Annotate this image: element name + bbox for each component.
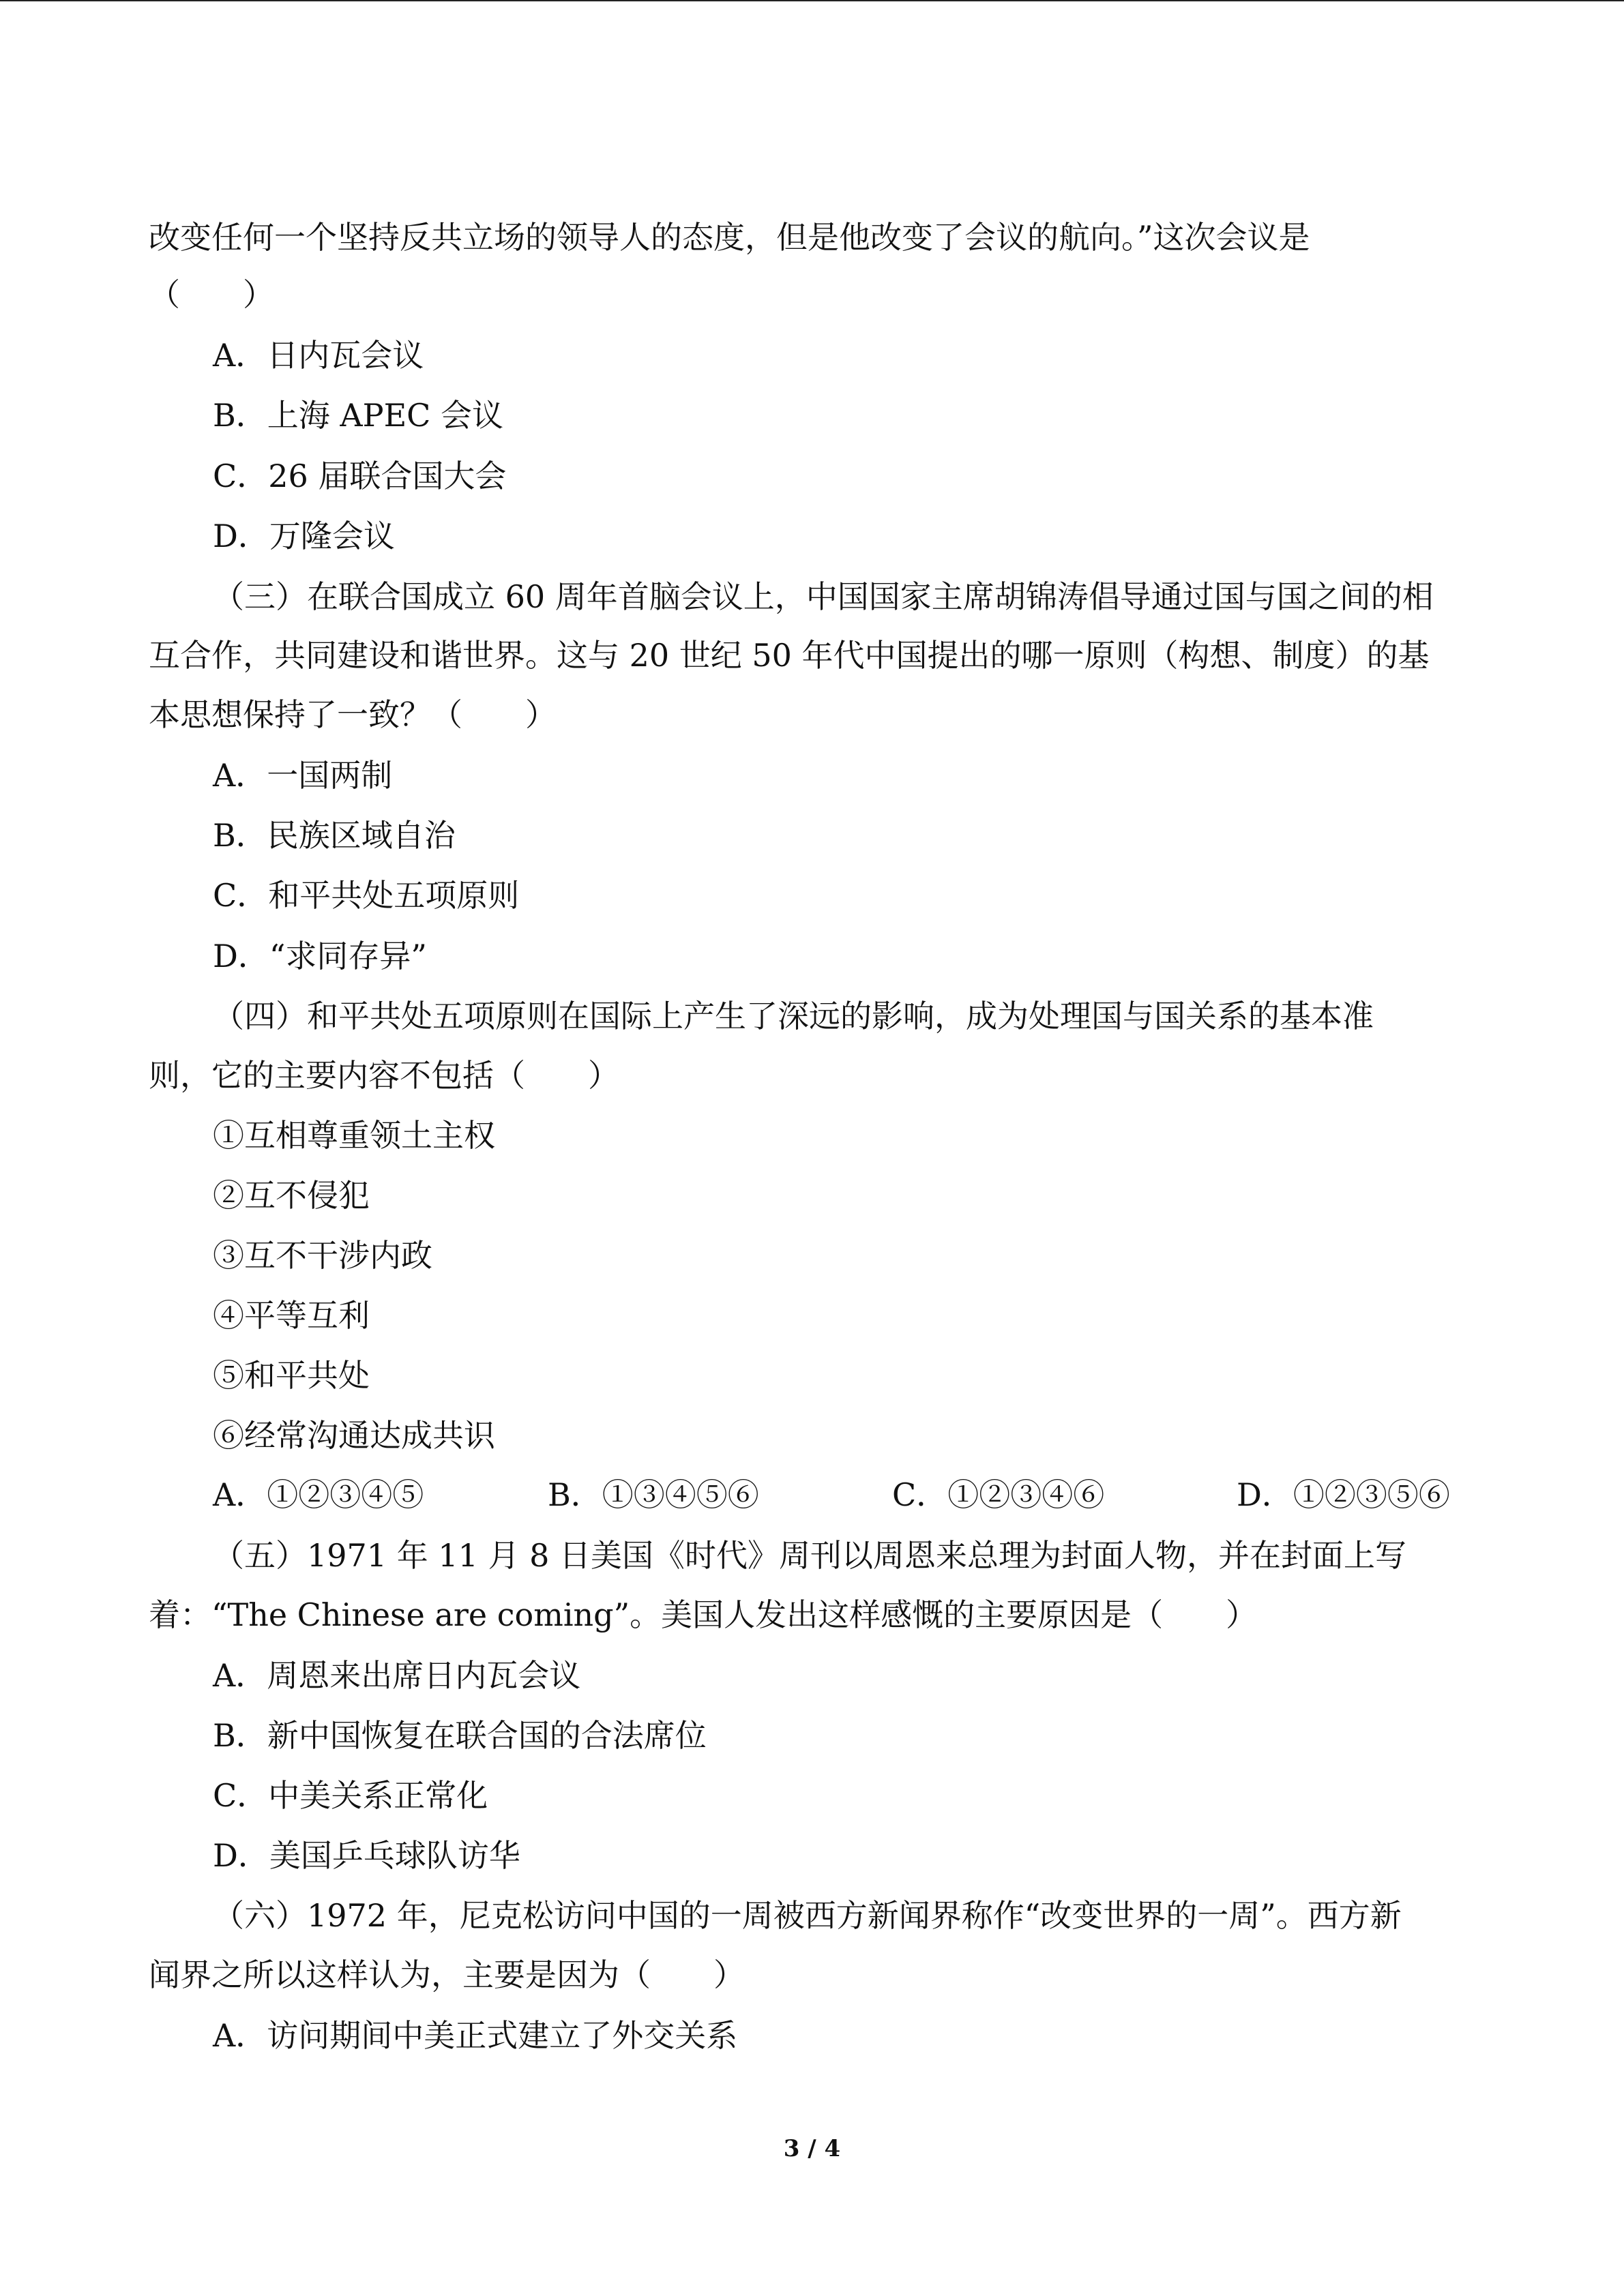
- option-d: D．美国乒乓球队访华: [213, 1837, 520, 1874]
- question-text-line: 改变任何一个坚持反共立场的领导人的态度，但是他改变了会议的航向。”这次会议是: [149, 219, 1310, 256]
- list-item: ④平等互利: [213, 1297, 370, 1334]
- option-b: B．新中国恢复在联合国的合法席位: [213, 1717, 707, 1754]
- option-c: C．26 届联合国大会: [213, 458, 507, 494]
- question-4-line-2: 则，它的主要内容不包括（ ）: [149, 1057, 619, 1094]
- question-5-line-1: （五）1971 年 11 月 8 日美国《时代》周刊以周恩来总理为封面人物，并在封面上写: [213, 1537, 1406, 1574]
- list-item: ⑤和平共处: [213, 1357, 370, 1394]
- option-a: A．访问期间中美正式建立了外交关系: [213, 2017, 738, 2054]
- option-b: B．①③④⑤⑥: [548, 1476, 759, 1513]
- question-6-line-1: （六）1972 年，尼克松访问中国的一周被西方新闻界称作“改变世界的一周”。西方新: [213, 1897, 1402, 1934]
- option-c: C．和平共处五项原则: [213, 877, 520, 914]
- question-5-line-2: 着：“The Chinese are coming”。美国人发出这样感慨的主要原因是（ ）: [149, 1596, 1258, 1633]
- option-b: B．上海 APEC 会议: [213, 397, 503, 434]
- option-a: A．①②③④⑤: [213, 1476, 424, 1513]
- option-a: A．周恩来出席日内瓦会议: [213, 1657, 581, 1694]
- page-number: 3 / 4: [783, 2135, 841, 2162]
- question-3-line-3: 本思想保持了一致？（ ）: [149, 696, 557, 733]
- top-border-line: [0, 0, 1624, 1]
- question-3-line-2: 互合作，共同建设和谐世界。这与 20 世纪 50 年代中国提出的哪一原则（构想、制度）的基: [149, 637, 1430, 674]
- options-row: [0, 1474, 1624, 1515]
- option-b: B．民族区域自治: [213, 817, 456, 854]
- option-c: C．①②③④⑥: [892, 1476, 1105, 1513]
- question-6-line-2: 闻界之所以这样认为，主要是因为（ ）: [149, 1956, 745, 1993]
- list-item: ②互不侵犯: [213, 1177, 370, 1214]
- option-a: A．日内瓦会议: [213, 337, 424, 374]
- list-item: ⑥经常沟通达成共识: [213, 1417, 495, 1454]
- option-a: A．一国两制: [213, 757, 393, 794]
- answer-blank: （ ）: [149, 276, 274, 313]
- list-item: ③互不干涉内政: [213, 1237, 432, 1274]
- option-d: D．“求同存异”: [213, 938, 427, 974]
- question-4-line-1: （四）和平共处五项原则在国际上产生了深远的影响，成为处理国与国关系的基本准: [213, 998, 1374, 1034]
- option-d: D．万隆会议: [213, 518, 395, 554]
- question-3-line-1: （三）在联合国成立 60 周年首脑会议上，中国国家主席胡锦涛倡导通过国与国之间的相: [213, 578, 1434, 615]
- list-item: ①互相尊重领土主权: [213, 1117, 495, 1154]
- option-c: C．中美关系正常化: [213, 1777, 488, 1814]
- option-d: D．①②③⑤⑥: [1237, 1476, 1450, 1513]
